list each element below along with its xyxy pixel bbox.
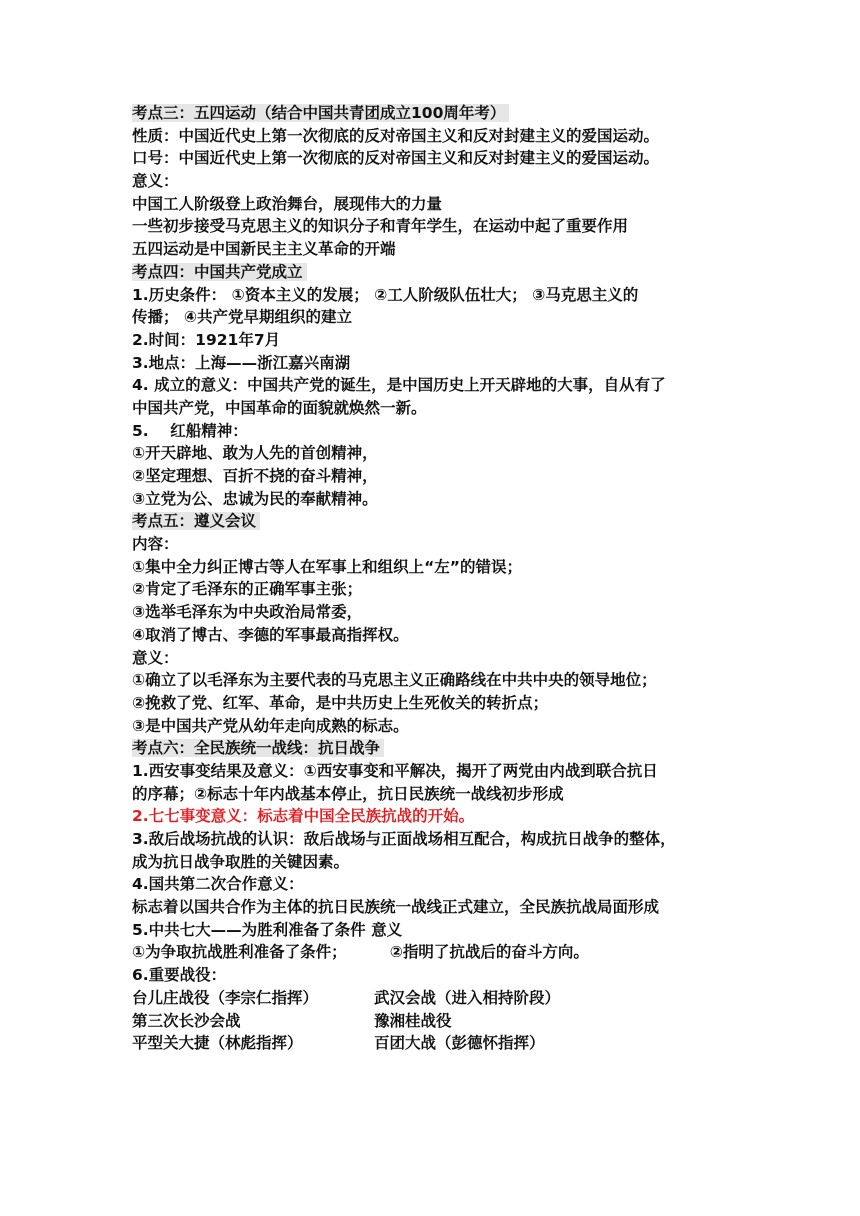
red-boat-spirit-label: 5. 红船精神： bbox=[132, 421, 248, 440]
important-battles-label: 6.重要战役： bbox=[132, 966, 227, 985]
zunyi-content-label: 内容： bbox=[132, 535, 179, 554]
zunyi-content-item: ①集中全力纠正博古等人在军事上和组织上“左”的错误； bbox=[132, 557, 522, 576]
seventh-congress-points: ①为争取抗战胜利准备了条件； ②指明了抗战后的奋斗方向。 bbox=[132, 943, 589, 962]
red-boat-spirit-item: ③立党为公、忠诚为民的奉献精神。 bbox=[132, 489, 378, 508]
battle-name: 豫湘桂战役 bbox=[374, 1011, 452, 1030]
battle-row bbox=[132, 1032, 742, 1055]
seventh-congress-line: 5.中共七大——为胜利准备了条件 意义 bbox=[132, 920, 403, 939]
study-notes-document bbox=[132, 102, 742, 1055]
kmt-cpc-cooperation-text: 标志着以国共合作为主体的抗日民族统一战线正式建立，全民族抗战局面形成 bbox=[132, 898, 660, 917]
zunyi-significance-label: 意义： bbox=[132, 648, 179, 667]
section-heading-may-fourth: 考点三：五四运动（结合中国共青团成立100周年考） bbox=[132, 102, 742, 125]
battle-name: 平型关大捷（林彪指挥） bbox=[132, 1034, 303, 1053]
may-fourth-significance-item: 五四运动是中国新民主主义革命的开端 bbox=[132, 240, 396, 259]
zunyi-significance-item: ③是中国共产党从幼年走向成熟的标志。 bbox=[132, 716, 409, 735]
xian-incident-line: 的序幕；②标志十年内战基本停止，抗日民族统一战线初步形成 bbox=[132, 784, 564, 803]
red-boat-spirit-item: ②坚定理想、百折不挠的奋斗精神， bbox=[132, 467, 378, 485]
may-fourth-significance-item: 中国工人阶级登上政治舞台，展现伟大的力量 bbox=[132, 194, 443, 213]
zunyi-significance-item: ②挽救了党、红军、革命，是中共历史上生死攸关的转折点； bbox=[132, 693, 549, 712]
battle-name: 武汉会战（进入相持阶段） bbox=[374, 988, 561, 1007]
xian-incident-line: 1.西安事变结果及意义：①西安事变和平解决，揭开了两党由内战到联合抗日 bbox=[132, 761, 658, 780]
zunyi-significance-item: ①确立了以毛泽东为主要代表的马克思主义正确路线在中共中央的领导地位； bbox=[132, 671, 657, 690]
battle-row bbox=[132, 1010, 742, 1033]
may-fourth-significance-item: 一些初步接受马克思主义的知识分子和青年学生，在运动中起了重要作用 bbox=[132, 217, 629, 236]
rear-battlefield-line: 成为抗日战争取胜的关键因素。 bbox=[132, 852, 350, 871]
zunyi-content-item: ④取消了博古、李德的军事最高指挥权。 bbox=[132, 625, 409, 644]
rear-battlefield-line: 3.敌后战场抗战的认识：敌后战场与正面战场相互配合，构成抗日战争的整体， bbox=[132, 830, 676, 848]
cpc-place: 3.地点：上海——浙江嘉兴南湖 bbox=[132, 353, 351, 372]
cpc-time: 2.时间：1921年7月 bbox=[132, 330, 281, 349]
battle-row bbox=[132, 987, 742, 1010]
may-fourth-nature: 性质：中国近代史上第一次彻底的反对帝国主义和反对封建主义的爱国运动。 bbox=[132, 126, 660, 145]
battle-name: 第三次长沙会战 bbox=[132, 1011, 241, 1030]
battle-name: 台儿庄战役（李宗仁指挥） bbox=[132, 988, 319, 1007]
cpc-conditions-line: 1.历史条件： ①资本主义的发展； ②工人阶级队伍壮大； ③马克思主义的 bbox=[132, 285, 639, 304]
may-fourth-slogan: 口号：中国近代史上第一次彻底的反对帝国主义和反对封建主义的爱国运动。 bbox=[132, 149, 660, 168]
cpc-significance-line: 中国共产党，中国革命的面貌就焕然一新。 bbox=[132, 398, 427, 417]
zunyi-content-item: ②肯定了毛泽东的正确军事主张； bbox=[132, 580, 363, 599]
cpc-significance-line: 4. 成立的意义：中国共产党的诞生，是中国历史上开天辟地的大事，自从有了 bbox=[132, 376, 666, 395]
may-fourth-significance-label: 意义： bbox=[132, 172, 179, 191]
section-heading-united-front: 考点六：全民族统一战线：抗日战争 bbox=[132, 737, 742, 760]
battle-name: 百团大战（彭德怀指挥） bbox=[374, 1034, 545, 1053]
section-heading-cpc-founding: 考点四：中国共产党成立 bbox=[132, 261, 742, 284]
july-seventh-incident-significance: 2.七七事变意义：标志着中国全民族抗战的开始。 bbox=[132, 807, 475, 826]
red-boat-spirit-item: ①开天辟地、敢为人先的首创精神， bbox=[132, 444, 378, 463]
kmt-cpc-cooperation-label: 4.国共第二次合作意义： bbox=[132, 875, 304, 894]
cpc-conditions-line: 传播； ④共产党早期组织的建立 bbox=[132, 308, 353, 327]
section-heading-zunyi: 考点五：遵义会议 bbox=[132, 510, 742, 533]
zunyi-content-item: ③选举毛泽东为中央政治局常委， bbox=[132, 603, 363, 622]
